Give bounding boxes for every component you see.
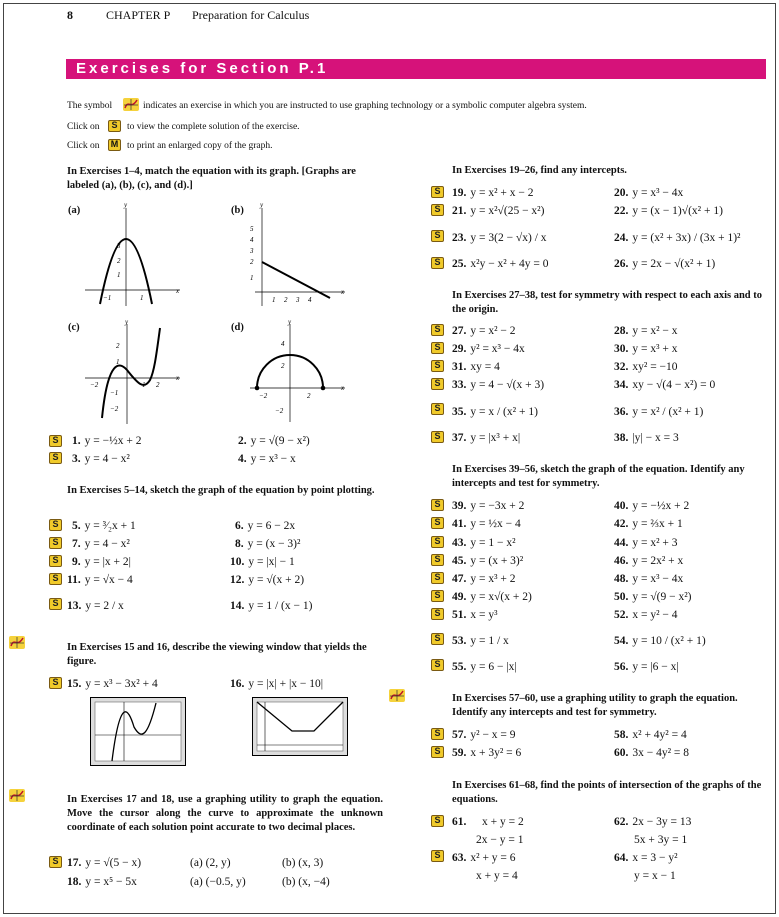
exercise-18-b: (b) (x, −4): [282, 876, 330, 888]
svg-text:x: x: [176, 374, 180, 382]
svg-text:1: 1: [250, 274, 254, 282]
graphing-utility-icon-15: [9, 636, 25, 649]
graphing-utility-icon-17: [9, 789, 25, 802]
solution-button-11[interactable]: S: [49, 573, 62, 585]
solution-button-13[interactable]: S: [49, 598, 62, 610]
intro-symbol-desc: indicates an exercise in which you are instructed to use graphing technology or a symbolic computer algebra system.: [143, 101, 587, 111]
svg-text:3: 3: [296, 296, 300, 304]
intro-symbol-text: The symbol: [67, 101, 113, 111]
solution-button-5[interactable]: S: [49, 519, 62, 531]
instructions-17-18: In Exercises 17 and 18, use a graphing utility to graph the equation. Move the cursor along the curve to approximate the unknown coordinate of each solution point accurate to two decimal places.: [67, 794, 383, 833]
exercise-38: 38. |y| − x = 3: [614, 432, 679, 444]
solution-button-61[interactable]: S: [431, 815, 444, 827]
page-number: 8: [67, 8, 73, 22]
svg-text:x: x: [176, 287, 180, 295]
exercise-61-eq1: x + y = 2: [482, 816, 524, 828]
exercise-64-eq2: y = x − 1: [634, 870, 676, 882]
svg-text:2: 2: [117, 257, 121, 265]
graphing-utility-icon: [123, 98, 139, 111]
calculator-screen-16: [252, 697, 348, 756]
exercise-36: 36. y = x² / (x² + 1): [614, 406, 704, 418]
solution-button-25[interactable]: S: [431, 257, 444, 269]
svg-text:5: 5: [250, 225, 254, 233]
exercise-7: 7. y = 4 − x²: [72, 538, 130, 550]
svg-text:−2: −2: [259, 392, 268, 400]
exercise-50: 50. y = √(9 − x²): [614, 591, 692, 603]
solution-button-27[interactable]: S: [431, 324, 444, 336]
exercise-2: 2. y = √(9 − x²): [238, 435, 310, 447]
exercise-16: 16. y = |x| + |x − 10|: [230, 678, 324, 690]
graph-label-b: (b): [231, 205, 244, 216]
svg-text:4: 4: [250, 236, 254, 244]
solution-button-49[interactable]: S: [431, 590, 444, 602]
exercise-33: 33. y = 4 − √(x + 3): [452, 379, 545, 391]
solution-button-33[interactable]: S: [431, 378, 444, 390]
svg-text:2: 2: [281, 362, 285, 370]
exercise-34: 34. xy − √(4 − x²) = 0: [614, 379, 716, 391]
solution-button-7[interactable]: S: [49, 537, 62, 549]
exercise-23: 23. y = 3(2 − √x) / x: [452, 232, 547, 244]
exercise-13: 13. y = 2 / x: [67, 600, 124, 612]
exercise-19: 19. y = x² + x − 2: [452, 187, 534, 199]
exercise-25: 25. x²y − x² + 4y = 0: [452, 258, 549, 270]
solution-button-35[interactable]: S: [431, 403, 444, 415]
section-banner: Exercises for Section P.1: [66, 59, 766, 79]
solution-button-59[interactable]: S: [431, 746, 444, 758]
graph-label-d: (d): [231, 322, 244, 333]
exercise-49: 49. y = x√(x + 2): [452, 591, 532, 603]
svg-text:1: 1: [116, 358, 120, 366]
graph-d[interactable]: [245, 318, 350, 428]
solution-button-9[interactable]: S: [49, 555, 62, 567]
solution-button-57[interactable]: S: [431, 728, 444, 740]
exercise-22: 22. y = (x − 1)√(x² + 1): [614, 205, 723, 217]
exercise-44: 44. y = x² + 3: [614, 537, 678, 549]
exercise-42: 42. y = ⅔x + 1: [614, 518, 683, 530]
enlarge-graph-button[interactable]: M: [108, 139, 121, 151]
instructions-19-26: In Exercises 19–26, find any intercepts.: [452, 165, 627, 176]
exercise-17-a: (a) (2, y): [190, 857, 231, 869]
exercise-17: 17. y = √(5 − x): [67, 857, 142, 869]
solution-button-51[interactable]: S: [431, 608, 444, 620]
exercise-48: 48. y = x³ − 4x: [614, 573, 684, 585]
svg-text:2: 2: [116, 342, 120, 350]
svg-text:1: 1: [140, 294, 144, 302]
solution-button-37[interactable]: S: [431, 431, 444, 443]
exercise-6: 6. y = 6 − 2x: [235, 520, 296, 532]
solution-button-19[interactable]: S: [431, 186, 444, 198]
exercise-5: 5. y = ³⁄₂x + 1: [72, 520, 136, 532]
exercise-45: 45. y = (x + 3)²: [452, 555, 524, 567]
exercise-28: 28. y = x² − x: [614, 325, 678, 337]
svg-text:1: 1: [142, 381, 146, 389]
exercise-61: 61.: [452, 816, 467, 828]
exercise-55: 55. y = 6 − |x|: [452, 661, 517, 673]
exercise-37: 37. y = |x³ + x|: [452, 432, 521, 444]
solution-button-3[interactable]: S: [49, 452, 62, 464]
svg-text:y: y: [288, 318, 292, 326]
exercise-46: 46. y = 2x² + x: [614, 555, 684, 567]
chapter-label: CHAPTER P: [106, 8, 171, 22]
solution-button-1[interactable]: S: [49, 435, 62, 447]
svg-text:y: y: [125, 318, 129, 326]
exercise-41: 41. y = ½x − 4: [452, 518, 521, 530]
svg-text:−1: −1: [103, 294, 112, 302]
exercise-51: 51. x = y³: [452, 609, 498, 621]
solution-button-23[interactable]: S: [431, 230, 444, 242]
exercise-15: 15. y = x³ − 3x² + 4: [67, 678, 158, 690]
svg-text:−1: −1: [110, 389, 119, 397]
exercise-64: 64. x = 3 − y²: [614, 852, 678, 864]
graph-c[interactable]: [80, 318, 185, 428]
exercise-18-a: (a) (−0.5, y): [190, 876, 246, 888]
exercise-61-eq2: 2x − y = 1: [476, 834, 524, 846]
exercise-52: 52. x = y² − 4: [614, 609, 678, 621]
instructions-39-56: In Exercises 39–56, sketch the graph of the equation. Identify any intercepts and test for symmetry.: [452, 464, 745, 489]
exercise-17-b: (b) (x, 3): [282, 857, 324, 869]
exercise-10: 10. y = |x| − 1: [230, 556, 295, 568]
solution-button-31[interactable]: S: [431, 360, 444, 372]
exercise-27: 27. y = x² − 2: [452, 325, 516, 337]
exercise-62-eq2: 5x + 3y = 1: [634, 834, 688, 846]
exercise-21: 21. y = x²√(25 − x²): [452, 205, 545, 217]
solution-button-21[interactable]: S: [431, 204, 444, 216]
instructions-5-14: In Exercises 5–14, sketch the graph of the equation by point plotting.: [67, 485, 375, 496]
svg-text:y: y: [124, 201, 128, 209]
solution-button-45[interactable]: S: [431, 554, 444, 566]
solution-button-47[interactable]: S: [431, 572, 444, 584]
exercise-1: 1. y = −½x + 2: [72, 435, 142, 447]
solution-button-55[interactable]: S: [431, 659, 444, 671]
exercise-29: 29. y² = x³ − 4x: [452, 343, 525, 355]
exercise-4: 4. y = x³ − x: [238, 453, 296, 465]
solution-button-17[interactable]: S: [49, 856, 62, 868]
svg-text:x: x: [341, 384, 345, 392]
exercise-57: 57. y² − x = 9: [452, 729, 516, 741]
exercise-63-eq2: x + y = 4: [476, 870, 518, 882]
svg-text:1: 1: [117, 271, 121, 279]
exercise-30: 30. y = x³ + x: [614, 343, 678, 355]
solution-button-63[interactable]: S: [431, 850, 444, 862]
solution-button-53[interactable]: S: [431, 633, 444, 645]
exercise-60: 60. 3x − 4y² = 8: [614, 747, 690, 759]
exercise-32: 32. xy² = −10: [614, 361, 678, 373]
exercise-59: 59. x + 3y² = 6: [452, 747, 522, 759]
svg-text:3: 3: [117, 242, 121, 250]
exercise-54: 54. y = 10 / (x² + 1): [614, 635, 706, 647]
exercise-24: 24. y = (x² + 3x) / (3x + 1)²: [614, 232, 741, 244]
exercise-39: 39. y = −3x + 2: [452, 500, 525, 512]
click-m-prefix: Click on: [67, 141, 100, 151]
graph-label-a: (a): [68, 205, 81, 216]
solution-button-39[interactable]: S: [431, 499, 444, 511]
exercise-3: 3. y = 4 − x²: [72, 453, 130, 465]
solution-button-29[interactable]: S: [431, 342, 444, 354]
graphing-utility-icon-57: [389, 689, 405, 702]
exercise-62: 62. 2x − 3y = 13: [614, 816, 692, 828]
svg-text:y: y: [260, 201, 264, 209]
chapter-title: Preparation for Calculus: [192, 8, 310, 22]
instructions-57-60: In Exercises 57–60, use a graphing utility to graph the equation. Identify any intercepts and test for symmetry.: [452, 693, 738, 718]
exercise-8: 8. y = (x − 3)²: [235, 538, 301, 550]
exercise-11: 11. y = √x − 4: [67, 574, 133, 586]
exercise-40: 40. y = −½x + 2: [614, 500, 690, 512]
svg-text:−2: −2: [90, 381, 99, 389]
exercise-43: 43. y = 1 − x²: [452, 537, 516, 549]
calculator-screen-15: [90, 697, 186, 766]
svg-text:4: 4: [281, 340, 285, 348]
svg-text:2: 2: [250, 258, 254, 266]
solution-button-15[interactable]: S: [49, 677, 62, 689]
svg-text:x: x: [341, 288, 345, 296]
svg-text:−2: −2: [275, 407, 284, 415]
graph-a[interactable]: [80, 200, 185, 310]
svg-text:−2: −2: [110, 405, 119, 413]
svg-text:4: 4: [308, 296, 312, 304]
exercise-53: 53. y = 1 / x: [452, 635, 509, 647]
svg-text:1: 1: [272, 296, 276, 304]
exercise-63: 63. x² + y = 6: [452, 852, 516, 864]
solution-button-43[interactable]: S: [431, 536, 444, 548]
exercise-9: 9. y = |x + 2|: [72, 556, 131, 568]
click-s-suffix: to view the complete solution of the exercise.: [127, 122, 300, 132]
instructions-61-68: In Exercises 61–68, find the points of intersection of the graphs of the equations.: [452, 780, 762, 805]
click-s-prefix: Click on: [67, 122, 100, 132]
exercise-26: 26. y = 2x − √(x² + 1): [614, 258, 716, 270]
exercise-56: 56. y = |6 − x|: [614, 661, 679, 673]
svg-text:2: 2: [307, 392, 311, 400]
instructions-27-38: In Exercises 27–38, test for symmetry with respect to each axis and to the origin.: [452, 290, 762, 315]
exercise-31: 31. xy = 4: [452, 361, 500, 373]
exercise-58: 58. x² + 4y² = 4: [614, 729, 687, 741]
exercise-35: 35. y = x / (x² + 1): [452, 406, 538, 418]
exercise-14: 14. y = 1 / (x − 1): [230, 600, 313, 612]
exercise-18: 18. y = x⁵ − 5x: [67, 876, 137, 888]
svg-text:2: 2: [156, 381, 160, 389]
solution-button[interactable]: S: [108, 120, 121, 132]
solution-button-41[interactable]: S: [431, 517, 444, 529]
exercise-12: 12. y = √(x + 2): [230, 574, 305, 586]
svg-text:3: 3: [250, 247, 254, 255]
exercise-47: 47. y = x³ + 2: [452, 573, 516, 585]
svg-text:2: 2: [284, 296, 288, 304]
graph-label-c: (c): [68, 322, 80, 333]
exercise-20: 20. y = x³ − 4x: [614, 187, 684, 199]
click-m-suffix: to print an enlarged copy of the graph.: [127, 141, 273, 151]
instructions-1-4: In Exercises 1–4, match the equation with its graph. [Graphs are labeled (a), (b), (c), and (d).]: [67, 166, 356, 191]
instructions-15-16: In Exercises 15 and 16, describe the viewing window that yields the figure.: [67, 642, 367, 667]
graph-b[interactable]: [245, 200, 350, 310]
